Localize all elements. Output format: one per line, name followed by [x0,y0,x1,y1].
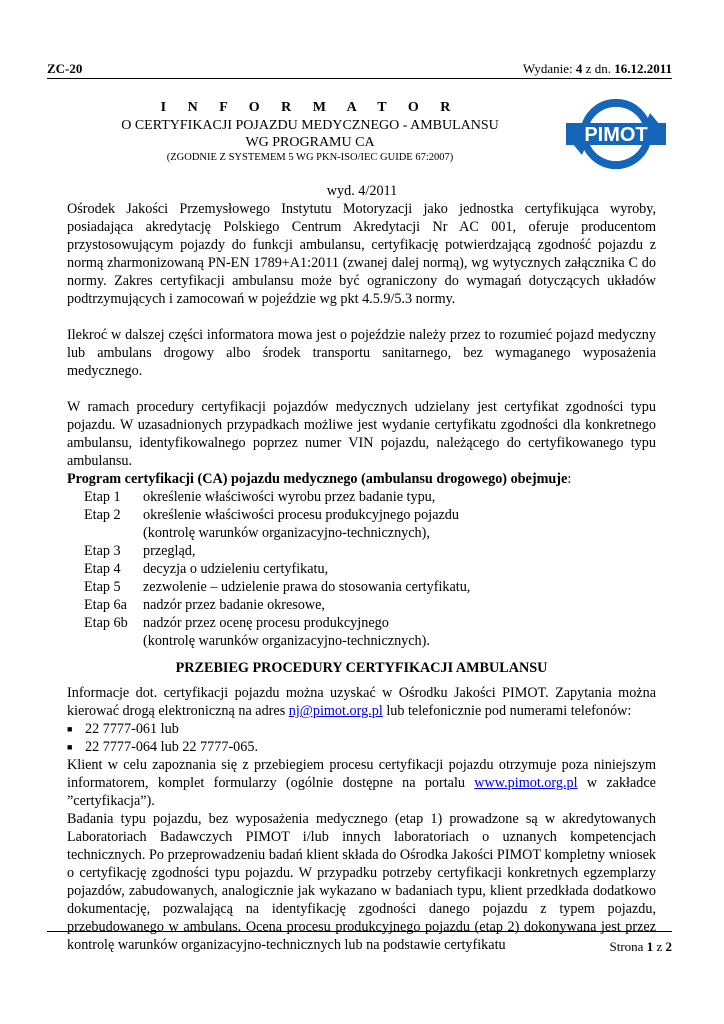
pimot-logo [564,87,668,179]
list-item [67,542,656,560]
stage-label: Etap 1 [84,489,121,505]
document-code: ZC-20 [47,61,83,76]
current-page: 1 [646,939,654,954]
stage-text: określenie właściwości wyrobu przez badanie typu, [143,489,436,505]
list-item [67,596,656,614]
total-pages: 2 [665,939,672,954]
edition-label: wyd. 4/2011 [326,183,398,199]
edition-date: 16.12.2011 [614,61,672,76]
edition-info [523,60,672,78]
stage-text: określenie właściwości procesu produkcyjnego pojazdu [143,507,459,523]
stage-continuation: (kontrolę warunków organizacyjno-technicznych), [143,525,430,541]
phone-number: 22 7777-064 lub 22 7777-065. [85,739,259,755]
program-heading-line [67,470,656,488]
section-heading: PRZEBIEG PROCEDURY CERTYFIKACJI AMBULANSU [175,660,548,676]
list-item [67,488,656,506]
paragraph-contact [67,684,656,720]
stage-text: nadzór przez ocenę procesu produkcyjnego [143,615,389,631]
stage-text: nadzór przez badanie okresowe, [143,597,325,613]
stage-text: decyzja o udzieleniu certyfikatu, [143,561,329,577]
contact-text: Informacje dot. certyfikacji pojazdu można uzyskać w Ośrodku Jakości PIMOT. Zapytania można kierować drogą elektroniczną na adres [67,685,656,719]
edition-number: 4 [575,61,583,76]
document-title: I N F O R M A T O R [160,100,460,115]
program-heading: Program certyfikacji (CA) pojazdu medycznego (ambulansu drogowego) obejmuje [67,471,568,487]
forms-text-end: w zakładce ”certyfikacja”). [67,775,656,809]
page-header [47,60,672,78]
stage-label: Etap 6b [84,615,128,631]
list-item [67,720,656,738]
subtitle-line-2: WG PROGRAMU CA [245,135,375,150]
stage-label: Etap 6a [84,597,127,613]
phone-number: 22 7777-061 lub [85,721,179,737]
forms-text: Klient w celu zapoznania się z przebiegiem procesu certyfikacji pojazdu otrzymuje poza niniejszym informatorem, komplet formularzy (ogólnie dostępne na portalu [67,757,656,791]
list-item [67,614,656,632]
paragraph-definition: Ilekroć w dalszej części informatora mowa jest o pojeździe należy przez to rozumieć pojazd medyczny lub ambulans drogowy albo środek transportu sanitarnego, bez wymaganego wyposażenia medycznego. [67,327,656,379]
stage-label: Etap 4 [84,561,121,577]
stage-label: Etap 3 [84,543,121,559]
stages-list [67,488,656,650]
page-footer [610,938,672,956]
list-item [67,560,656,578]
stage-label: Etap 2 [84,507,121,523]
footer-mid: z [656,939,663,954]
stage-text: przegląd, [143,543,196,559]
footer-prefix: Strona [609,939,644,954]
edition-mid: z dn. [585,61,611,76]
document-body [67,200,656,954]
list-item [67,506,656,524]
paragraph-testing: Badania typu pojazdu, bez wyposażenia medycznego (etap 1) prowadzone są w akredytowanych Laboratoriach Badawczych PIMOT i/lub innych laboratoriach o uznanych kompetencjach technicznych. Po przeprowadzeniu badań klient składa do Ośrodka Jakości PIMOT kompletny wniosek o certyfikację zgodności typu pojazdu. W przypadku potrzeby certyfikacji konkretnych egzemplarzy pojazdów, zabudowanych, analogicznie jak wykazano w badaniach typu, klient przedkłada dodatkowo dokumentację, pozwalającą na identyfikację zgodności danego pojazdu z typem pojazdu, przebudowanego w ambulans. Ocena procesu produkcyjnego pojazdu (etap 2) dokonywana jest przez kontrolę warunków organizacyjno-technicznych lub na podstawie certyfikatu [67,811,656,953]
paragraph-certificate: W ramach procedury certyfikacji pojazdów medycznych udzielany jest certyfikat zgodności typu pojazdu. W uzasadnionych przypadkach możliwe jest wydanie certyfikatu zgodności dla konkretnego ambulansu, identyfikowalnego poprzez numer VIN pojazdu, należącego do certyfikowanego typu ambulansu. [67,399,656,469]
logo-text: PIMOT [584,124,648,146]
standard-reference: (ZGODNIE Z SYSTEMEM 5 WG PKN-ISO/IEC GUIDE 67:2007) [166,152,454,163]
bullet-icon: ■ [67,742,73,752]
list-item [67,738,656,756]
program-colon: : [567,471,572,487]
website-link[interactable]: www.pimot.org.pl [474,775,578,791]
paragraph-forms [67,756,656,810]
list-item [67,578,656,596]
paragraph-intro: Ośrodek Jakości Przemysłowego Instytutu Motoryzacji jako jednostka certyfikująca wyroby, posiadająca akredytację Polskiego Centrum Akredytacji Nr AC 001, oferuje producentom przystosowującym pojazdy do funkcji ambulansu, certyfikację potwierdzającą zgodność pojazdu z normą zharmonizowaną PN-EN 1789+A1:2011 (zwanej dalej normą), wg wytycznych załącznika C do normy. Zakres certyfikacji ambulansu może być ograniczony do wymagań dotyczących układów podtrzymujących i zamocowań w pojeździe wg pkt 4.5.9/5.3 normy. [67,201,656,307]
email-link[interactable]: nj@pimot.org.pl [288,703,383,719]
contact-text-end: lub telefonicznie pod numerami telefonów: [382,703,632,719]
subtitle-line-1: O CERTYFIKACJI POJAZDU MEDYCZNEGO - AMBULANSU [121,118,499,133]
stage-label: Etap 5 [84,579,121,595]
edition-prefix: Wydanie: [522,61,573,76]
stage-text: zezwolenie – udzielenie prawa do stosowania certyfikatu, [143,579,471,595]
bullet-icon: ■ [67,724,73,734]
footer-divider [47,931,672,932]
stage-continuation: (kontrolę warunków organizacyjno-technicznych). [143,633,430,649]
header-divider [47,78,672,79]
title-block [100,99,520,165]
